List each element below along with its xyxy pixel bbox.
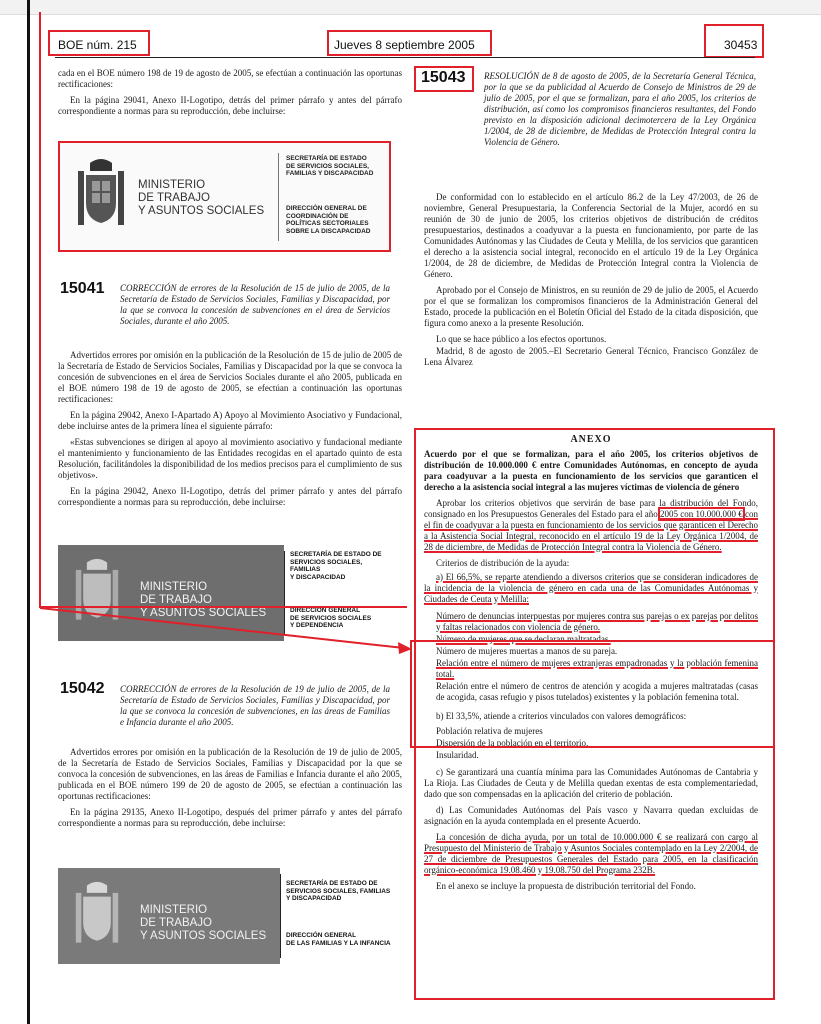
indicator-4: Relación entre el número de mujeres extranjeras empadronadas y la población femenina total.	[436, 658, 758, 679]
dir-line-2: DE SERVICIOS SOCIALES	[290, 614, 372, 622]
dir-line-1: DIRECCIÓN GENERAL	[286, 932, 357, 939]
section-title-15041: CORRECCIÓN de errores de la Resolución de 15 de julio de 2005, de la Secretaría de Estado de Servicios Sociales, Familias y Discapacidad, por la que se convoca la concesión de subvenciones en el área de Servicios Sociales, durante el año 2005.	[120, 283, 390, 326]
demographic-1: Población relativa de mujeres	[436, 726, 543, 736]
header-date: Jueves 8 septiembre 2005	[334, 38, 475, 52]
s15043-p2: Aprobado por el Consejo de Ministros, en su reunión de 29 de julio de 2005, el Acuerdo por el que se formalizan los compromisos financieros de la Administración General del Estado, procede la publicación en el Boletín Oficial del Estado de la citada disposición, que figura como anexo a la presente Resolución.	[424, 285, 758, 328]
dir-line-4: SOBRE LA DISCAPACIDAD	[286, 227, 371, 235]
indicator-5: Relación entre el número de centros de atención y acogida a mujeres maltratadas (casas de acogida, casas refugio y pisos tutelados) existentes y la población femenina total.	[436, 681, 758, 702]
section-number-15043: 15043	[421, 69, 466, 86]
annex-closing: En el anexo se incluye la propuesta de distribución territorial del Fondo.	[436, 881, 696, 891]
sec-line-2: SERVICIOS SOCIALES, FAMILIAS	[286, 887, 391, 895]
section-title-15043: RESOLUCIÓN de 8 de agosto de 2005, de la Secretaría General Técnica, por la que se da publicidad al Acuerdo de Consejo de Ministros de 29 de julio de 2005, por el que se formalizan, para el año 2005, los criterios de distribución, así como los compromisos financieros resultantes, del Fondo previsto en la disposición adicional decimotercera de la Ley Orgánica 1/2004, de 28 de diciembre, de Medidas de Protección Integral contra la Violencia de Género.	[484, 71, 756, 147]
header-bulletin: BOE núm. 215	[58, 38, 137, 52]
ministry-line-1: MINISTERIO	[140, 904, 208, 916]
indicator-3: Número de mujeres muertas a manos de su pareja.	[436, 646, 618, 656]
ministry-line-2: DE TRABAJO	[140, 594, 212, 606]
section-number-15041: 15041	[60, 280, 105, 297]
annex-criterion-d: d) Las Comunidades Autónomas del País vasco y Navarra quedan excluidas de asignación en la ayuda contemplada en el presente Acuerdo.	[424, 805, 758, 826]
annex-p1-end: con el fin de coadyuvar a la puesta en funcionamiento de los servicios que garanticen el Derecho a la Asistencia Social Integral, reconocido en el artículo 19 de la Ley Orgánica 1/2004, de 28 de diciembre, de Medidas de Protección Integral contra la Violencia de Género.	[424, 509, 758, 552]
dir-line-3: Y DEPENDENCIA	[290, 622, 344, 629]
ministry-line-3: Y ASUNTOS SOCIALES	[138, 205, 265, 217]
ministry-line-2: DE TRABAJO	[138, 192, 210, 204]
annex-amount-highlight: 2005 con 10.000.000 €	[659, 509, 743, 519]
dir-line-1: DIRECCIÓN GENERAL DE	[286, 205, 367, 212]
demographic-3: Insularidad.	[436, 750, 479, 760]
s15041-p3: «Estas subvenciones se dirigen al apoyo al movimiento asociativo y fundacional mediante el mantenimiento y funcionamiento de las Entidades recogidas en el apartado quinto de esta Resolución, facilitándoles la disponibilidad de los medios precisos para el cumplimiento de sus objetivos».	[58, 437, 402, 480]
ministry-line-3: Y ASUNTOS SOCIALES	[140, 930, 267, 942]
s15043-p4: Madrid, 8 de agosto de 2005.–El Secretario General Técnico, Francisco González de Lena Álvarez	[424, 346, 758, 367]
s15042-p1: Advertidos errores por omisión en la publicación de la Resolución de 19 de julio de 2005, de la Secretaría de Estado de Servicios Sociales, Familias y Discapacidad por la que se convoca la concesión de subvenciones, en las áreas de Familias e Infancia durante el año 2005, publicada en el BOE número 199 de 20 de agosto de 2005, se efectúan a continuación las oportunas rectificaciones:	[58, 747, 402, 801]
s15041-p1: Advertidos errores por omisión en la publicación de la Resolución de 15 de julio de 2005 de la Secretaría de Estado de Servicios Sociales, Familias y Discapacidad por la que se convoca la concesión de subvenciones en el área de Servicios Sociales durante el año 2005, publicada en el BOE número 198 de 19 de agosto de 2005, se efectúan a continuación las oportunas rectificaciones:	[58, 350, 402, 404]
s15041-p4: En la página 29042, Anexo II-Logotipo, detrás del primer párrafo y antes del párrafo correspondiente a normas para su reproducción, debe incluirse:	[58, 486, 402, 507]
demographic-2: Dispersión de la población en el territorio.	[436, 738, 589, 748]
sec-line-3: Y DISCAPACIDAD	[286, 895, 342, 902]
intro-continuation: cada en el BOE número 198 de 19 de agosto de 2005, se efectúan a continuación las oportunas rectificaciones:	[58, 68, 402, 89]
annex-criterion-b: b) El 33,5%, atiende a criterios vinculados con valores demográficos:	[436, 711, 687, 721]
sec-line-1: SECRETARÍA DE ESTADO DE	[286, 880, 378, 887]
sec-line-3: Y DISCAPACIDAD	[290, 573, 346, 581]
sec-line-1: SECRETARÍA DE ESTADO	[286, 155, 367, 162]
indicator-1: Número de denuncias interpuestas por mujeres contra sus parejas o ex parejas por delitos y faltas relacionados con violencia de género.	[436, 611, 758, 632]
header-page-number: 30453	[724, 38, 758, 52]
annex-funding: La concesión de dicha ayuda, por un total de 10.000.000 € se realizará con cargo al Presupuesto del Ministerio de Trabajo y Asuntos Sociales contemplado en la Ley 2/2004, de 27 de diciembre de Presupuestos Generales del Estado para 2005, en la clasificación orgánico-económica 19.08.460 y 19.08.750 del Programa 232B.	[424, 832, 758, 875]
dir-line-2: DE LAS FAMILIAS Y LA INFANCIA	[286, 939, 391, 947]
ministry-line-2: DE TRABAJO	[140, 917, 212, 929]
s15043-p3: Lo que se hace público a los efectos oportunos.	[436, 334, 607, 344]
annex-p1-start: Aprobar los criterios objetivos que servirán de base para la distribución del Fondo, consignado en los Presupuestos Generales del Estado para el año	[424, 498, 758, 519]
s15043-p1: De conformidad con lo establecido en el artículo 86.2 de la Ley 47/2003, de 26 de noviembre, General Presupuestaria, la Conferencia Sectorial de la Mujer, acordó en su reunión de 30 de junio de 2005, los criterios objetivos de distribución de créditos presupuestarios, destinados a coadyuvar a la puesta en funcionamiento, por parte de las Comunidades Autónomas y las Ciudades de Ceuta y Melilla, de los servicios que garanticen el derecho a la asistencia social integral, reconocido en el artículo 19 de la Ley Orgánica 1/2004, de 28 de diciembre, de Medidas de Protección Integral contra la Violencia de Género.	[424, 192, 758, 279]
section-title-15042: CORRECCIÓN de errores de la Resolución de 19 de julio de 2005, de la Secretaría de Estado de Servicios Sociales, Familias y Discapacidad, por la que se convoca la concesión de subvenciones, en las áreas de Familias e Infancia durante el año 2005.	[120, 684, 390, 727]
sec-line-2: SERVICIOS SOCIALES, FAMILIAS	[290, 558, 363, 573]
ministry-line-3: Y ASUNTOS SOCIALES	[140, 607, 267, 619]
annex-heading: ANEXO	[570, 434, 612, 445]
sec-line-3: FAMILIAS Y DISCAPACIDAD	[286, 170, 374, 177]
s15042-p2: En la página 29135, Anexo II-Logotipo, después del primer párrafo y antes del párrafo correspondiente a normas para su reproducción, debe incluirse:	[58, 807, 402, 828]
annex-title: Acuerdo por el que se formalizan, para el año 2005, los criterios objetivos de distribución de 10.000.000 € entre Comunidades Autónomas, en concepto de ayuda para coadyuvar a la puesta en funcionamiento de los servicios que garanticen el derecho a la asistencia social integral a las mujeres víctimas de violencia de género	[424, 449, 758, 492]
section-number-15042: 15042	[60, 680, 105, 697]
dir-line-1: DIRECCIÓN GENERAL	[290, 607, 361, 614]
dir-line-2: COORDINACIÓN DE	[286, 212, 349, 220]
annex-criterion-a: a) El 66,5%, se reparte atendiendo a diversos criterios que se consideran indicadores de la incidencia de la violencia de género en cada una de las Comunidades Autónomas y Ciudades de Ceuta y Melilla:	[424, 572, 758, 604]
dir-line-3: POLÍTICAS SECTORIALES	[286, 220, 369, 227]
ministry-line-1: MINISTERIO	[138, 179, 206, 191]
indicator-2: Número de mujeres que se declaran maltratadas.	[436, 634, 611, 644]
sec-line-1: SECRETARÍA DE ESTADO DE	[290, 551, 382, 558]
intro-paragraph: En la página 29041, Anexo II-Logotipo, detrás del primer párrafo y antes del párrafo correspondiente a normas para su reproducción, debe incluirse:	[58, 95, 402, 116]
ministry-line-1: MINISTERIO	[140, 581, 208, 593]
s15041-p2: En la página 29042, Anexo I-Apartado A) Apoyo al Movimiento Asociativo y Fundacional, debe incluirse antes de la primera línea el siguiente párrafo:	[58, 410, 402, 431]
sec-line-2: DE SERVICIOS SOCIALES,	[286, 162, 369, 170]
annex-criterion-c: c) Se garantizará una cuantía mínima para las Comunidades Autónomas de Cantabria y La Rioja. Las Ciudades de Ceuta y de Melilla quedan exentas de esta complementariedad, dado que son compensadas en la aplicación del criterio de población.	[424, 767, 758, 799]
annex-criteria-heading: Criterios de distribución de la ayuda:	[436, 558, 570, 568]
